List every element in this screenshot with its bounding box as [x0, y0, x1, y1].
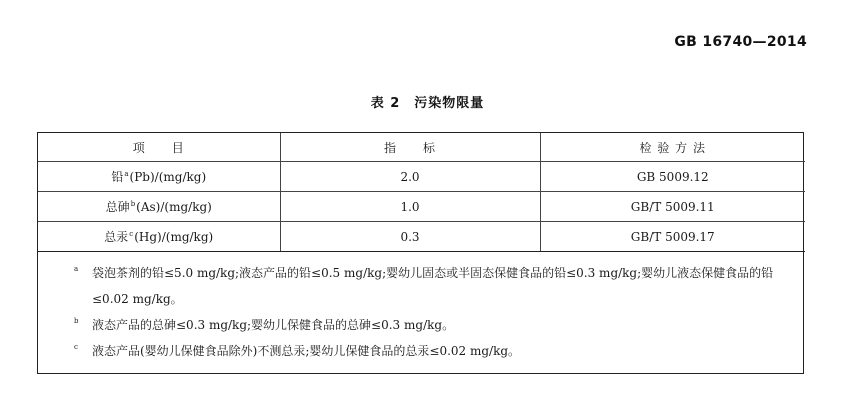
footnote-c [58, 338, 789, 364]
footnote-b [58, 312, 789, 338]
table-title: 污染物限量 [414, 96, 485, 111]
table-header-row [38, 133, 805, 162]
document-code: GB 16740—2014 [674, 34, 807, 50]
footnote-mark: a [124, 170, 129, 178]
method-cell: GB/T 5009.17 [540, 222, 805, 252]
table-caption [0, 92, 851, 111]
limits-table-frame [37, 132, 804, 374]
limit-cell: 1.0 [280, 192, 540, 222]
item-unit: (Pb)/(mg/kg) [129, 170, 207, 184]
item-name: 铅 [111, 170, 124, 184]
footnote-text: 液态产品(婴幼儿保健食品除外)不测总汞;婴幼儿保健食品的总汞≤0.02 mg/kg。 [92, 344, 521, 358]
table-footnotes [38, 260, 803, 364]
column-header-method: 检 验 方 法 [540, 133, 805, 162]
footnote-mark: c [129, 230, 134, 238]
footnote-label: b [74, 317, 79, 325]
item-unit: (As)/(mg/kg) [136, 200, 212, 214]
footnote-label: a [74, 265, 79, 273]
footnote-label: c [74, 343, 78, 351]
method-cell: GB/T 5009.11 [540, 192, 805, 222]
table-row [38, 222, 805, 252]
limit-cell: 0.3 [280, 222, 540, 252]
item-cell [38, 192, 280, 222]
column-header-limit: 指 标 [280, 133, 540, 162]
footnote-text: 袋泡茶剂的铅≤5.0 mg/kg;液态产品的铅≤0.5 mg/kg;婴幼儿固态或半固态保健食品的铅≤0.3 mg/kg;婴幼儿液态保健食品的铅≤0.02 mg/kg。 [92, 266, 774, 306]
limit-cell: 2.0 [280, 162, 540, 192]
table-row [38, 162, 805, 192]
footnote-a [58, 260, 789, 312]
footnote-mark: b [130, 200, 136, 208]
contaminant-limits-table [38, 133, 805, 252]
table-row [38, 192, 805, 222]
item-cell [38, 222, 280, 252]
item-cell [38, 162, 280, 192]
column-header-item: 项 目 [38, 133, 280, 162]
item-name: 总汞 [104, 230, 129, 244]
method-cell: GB 5009.12 [540, 162, 805, 192]
footnote-text: 液态产品的总砷≤0.3 mg/kg;婴幼儿保健食品的总砷≤0.3 mg/kg。 [92, 318, 455, 332]
table-number: 表 2 [370, 96, 401, 111]
item-unit: (Hg)/(mg/kg) [134, 230, 214, 244]
item-name: 总砷 [105, 200, 130, 214]
